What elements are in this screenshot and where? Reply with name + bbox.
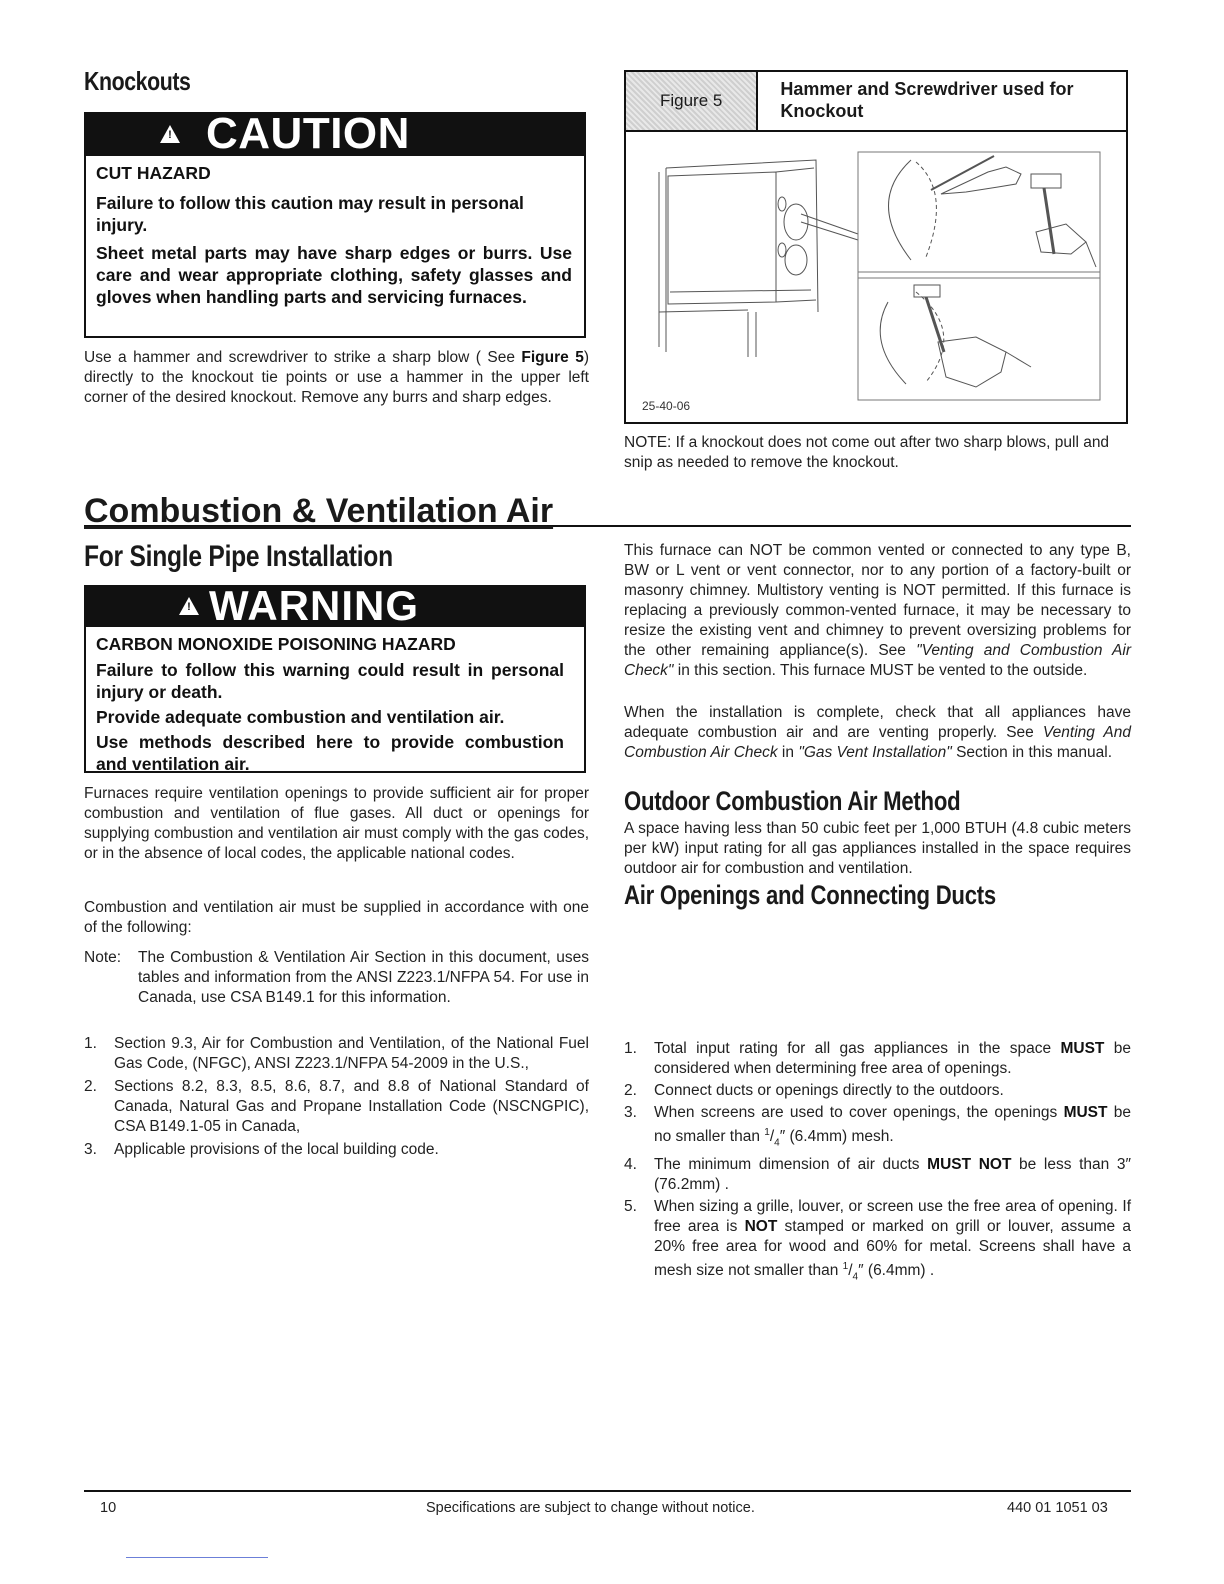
knockouts-section xyxy=(84,66,589,97)
knockouts-para-text-2: ) directly to the knockout tie points or use a hammer in the upper left corner of the desired knockout. Remove any burrs and sharp edges. xyxy=(84,349,589,406)
combustion-para-1: Furnaces require ventilation openings to provide sufficient air for proper combustion and ventilation of flue gases. All duct or openings for supplying combustion and ventilation air must comply with the gas codes, or in the absence of local codes, the applicable national codes. xyxy=(84,785,589,862)
list-text: Sections 8.2, 8.3, 8.5, 8.6, 8.7, and 8.8 of National Standard of Canada, Natural Gas and Propane Installation Code (NSCNGPIC), CSA B149.1-05 in Canada, xyxy=(114,1078,589,1135)
footer-disclaimer: Specifications are subject to change without notice. xyxy=(426,1500,755,1516)
combustion-note xyxy=(84,948,589,1008)
openings-list xyxy=(624,1039,1131,1288)
list-text: be no smaller than xyxy=(654,1104,1131,1146)
page-edge-line xyxy=(126,1557,268,1558)
fraction-denominator: 4 xyxy=(852,1271,859,1283)
list-text: be considered when determining free area of openings. xyxy=(654,1040,1131,1077)
openings-heading: Air Openings and Connecting Ducts xyxy=(624,880,996,910)
warning-box xyxy=(84,582,586,774)
list-number: 4. xyxy=(624,1156,637,1174)
warning-line-3: Use methods described here to provide combustion and ventilation air. xyxy=(96,732,564,774)
combustion-para-2: Combustion and ventilation air must be supplied in accordance with one of the following: xyxy=(84,899,589,936)
figure-5-label: Figure 5 xyxy=(626,72,758,130)
list-item xyxy=(624,1155,1131,1195)
outdoor-heading: Outdoor Combustion Air Method xyxy=(624,786,961,816)
list-text: stamped or marked on grill or louver, assume a 20% free area for wood and 60% for metal. Screens shall have a mesh size not smaller than xyxy=(654,1218,1131,1280)
list-emphasis: MUST NOT xyxy=(927,1156,1012,1174)
outdoor-text: A space having less than 50 cubic feet per 1,000 BTUH (4.8 cubic meters per kW) input rating for all gas appliances installed in the space requires outdoor air for combustion and ventilation. xyxy=(624,820,1131,877)
list-text: ″ (6.4mm) mesh. xyxy=(779,1128,894,1146)
document-code: 440 01 1051 03 xyxy=(1007,1500,1108,1516)
list-item xyxy=(624,1081,1131,1101)
figure-5 xyxy=(624,70,1128,424)
caution-hazard: CUT HAZARD xyxy=(96,163,211,183)
warning-header xyxy=(84,582,586,629)
list-number: 3. xyxy=(624,1104,637,1121)
combustion-heading: Combustion & Ventilation Air xyxy=(84,492,554,530)
venting-text-2: in this section. This furnace MUST be vented to the outside. xyxy=(673,662,1088,679)
list-emphasis: MUST xyxy=(1063,1104,1108,1121)
warning-triangle-icon: ! xyxy=(179,597,199,615)
single-pipe-section xyxy=(84,540,589,574)
fraction-numerator: 1 xyxy=(764,1127,770,1138)
venting-text-3: When the installation is complete, check that all appliances have adequate combustion air and are venting properly. See xyxy=(624,704,1131,741)
figure-5-reference: Figure 5 xyxy=(521,349,584,366)
venting-text: This furnace can NOT be common vented or connected to any type B, BW or L vent or vent connector, nor to any portion of a factory-built or masonry chimney. Multistory venting is NOT permitted. If this furnace is replacing a previously common-vented furnace, it may be necessary to resize the existing vent and chimney to prevent oversizing problems for the other remaining appliance(s). See xyxy=(624,542,1131,659)
list-emphasis: NOT xyxy=(744,1218,778,1236)
page-number: 10 xyxy=(100,1500,117,1516)
list-text: Connect ducts or openings directly to the outdoors. xyxy=(654,1082,1004,1099)
list-text: The minimum dimension of air ducts xyxy=(654,1156,928,1174)
list-item xyxy=(84,1140,589,1160)
knockout-illustration xyxy=(626,132,1126,422)
list-emphasis: MUST xyxy=(1060,1040,1105,1057)
knockouts-para-text: Use a hammer and screwdriver to strike a sharp blow ( See xyxy=(84,349,522,366)
venting-check-reference: "Venting and Combustion Air Check" xyxy=(624,642,1131,679)
footer-rule xyxy=(84,1490,1131,1492)
list-text: Total input rating for all gas appliances in the space xyxy=(654,1040,1061,1057)
list-number: 3. xyxy=(84,1141,97,1158)
list-item xyxy=(624,1039,1131,1079)
list-item: 5. When sizing a grille, louver, or screen use the free area of opening. If free area is NOT stamped or marked on grill or louver, assume a 20% free area for wood and 60% for metal. Screens shall have a mesh size not smaller than $^1/_4''$ (6.4mm) . xyxy=(624,1197,1131,1287)
list-number: 1. xyxy=(84,1035,97,1052)
gas-vent-reference: "Gas Vent Installation" xyxy=(798,744,952,761)
openings-section xyxy=(624,880,1131,911)
list-text: When sizing a grille, louver, or screen use the free area of opening. If free area is xyxy=(654,1198,1131,1236)
venting-paragraph-2 xyxy=(624,703,1131,763)
list-text: be less than 3″ (76.2mm) . xyxy=(654,1156,1132,1194)
list-text: When screens are used to cover openings, the openings xyxy=(654,1104,1064,1121)
venting-text-5: Section in this manual. xyxy=(951,744,1113,761)
figure-5-code: 25-40-06 xyxy=(642,399,691,413)
list-item xyxy=(84,1077,589,1137)
list-number: 2. xyxy=(84,1078,97,1095)
list-text: Section 9.3, Air for Combustion and Ventilation, of the National Fuel Gas Code, (NFGC), ANSI Z223.1/NFPA 54-2009 in the U.S., xyxy=(114,1035,589,1072)
caution-box xyxy=(84,109,586,338)
combustion-heading-bar xyxy=(84,491,1131,530)
venting-check-reference-2: Venting And Combustion Air Check xyxy=(624,724,1131,761)
warning-hazard: CARBON MONOXIDE POISONING HAZARD xyxy=(96,634,456,654)
warning-triangle-icon: ! xyxy=(160,125,180,143)
list-text: ″ (6.4mm) . xyxy=(858,1262,935,1280)
caution-line-2: Sheet metal parts may have sharp edges or burrs. Use care and wear appropriate clothing, safety glasses and gloves when handling parts and servicing furnaces. xyxy=(96,243,572,307)
fraction-numerator: 1 xyxy=(842,1261,849,1273)
venting-text-4: in xyxy=(777,744,799,761)
figure-5-note: NOTE: If a knockout does not come out after two sharp blows, pull and snip as needed to remove the knockout. xyxy=(624,434,1110,471)
single-pipe-heading: For Single Pipe Installation xyxy=(84,540,393,573)
note-text: The Combustion & Ventilation Air Section in this document, uses tables and information from the ANSI Z223.1/NFPA 54. For use in Canada, use CSA B149.1 for this information. xyxy=(138,949,589,1006)
caution-line-1: Failure to follow this caution may result in personal injury. xyxy=(96,193,524,235)
warning-title: WARNING xyxy=(209,582,419,629)
figure-5-title: Hammer and Screwdriver used for Knockout xyxy=(780,79,1074,121)
list-number: 1. xyxy=(624,1040,637,1057)
outdoor-section xyxy=(624,786,1131,817)
figure-5-header xyxy=(626,72,1126,132)
note-label: Note: xyxy=(84,949,122,966)
list-number: 2. xyxy=(624,1082,637,1099)
list-item: 3. When screens are used to cover openings, the openings MUST be no smaller than $^1/_4''$ (6.4mm) mesh. xyxy=(624,1103,1131,1153)
caution-header xyxy=(84,109,586,158)
list-text: Applicable provisions of the local building code. xyxy=(114,1141,439,1158)
caution-title: CAUTION xyxy=(206,109,410,158)
list-number: 5. xyxy=(624,1198,637,1216)
warning-line-1: Failure to follow this warning could result in personal injury or death. xyxy=(96,660,564,702)
list-item xyxy=(84,1034,589,1074)
warning-line-2: Provide adequate combustion and ventilation air. xyxy=(96,707,505,727)
knockouts-paragraph xyxy=(84,348,589,408)
knockouts-heading: Knockouts xyxy=(84,66,191,96)
fraction-denominator: 4 xyxy=(774,1137,780,1149)
combustion-code-list xyxy=(84,1034,589,1160)
venting-paragraph-1 xyxy=(624,541,1131,681)
